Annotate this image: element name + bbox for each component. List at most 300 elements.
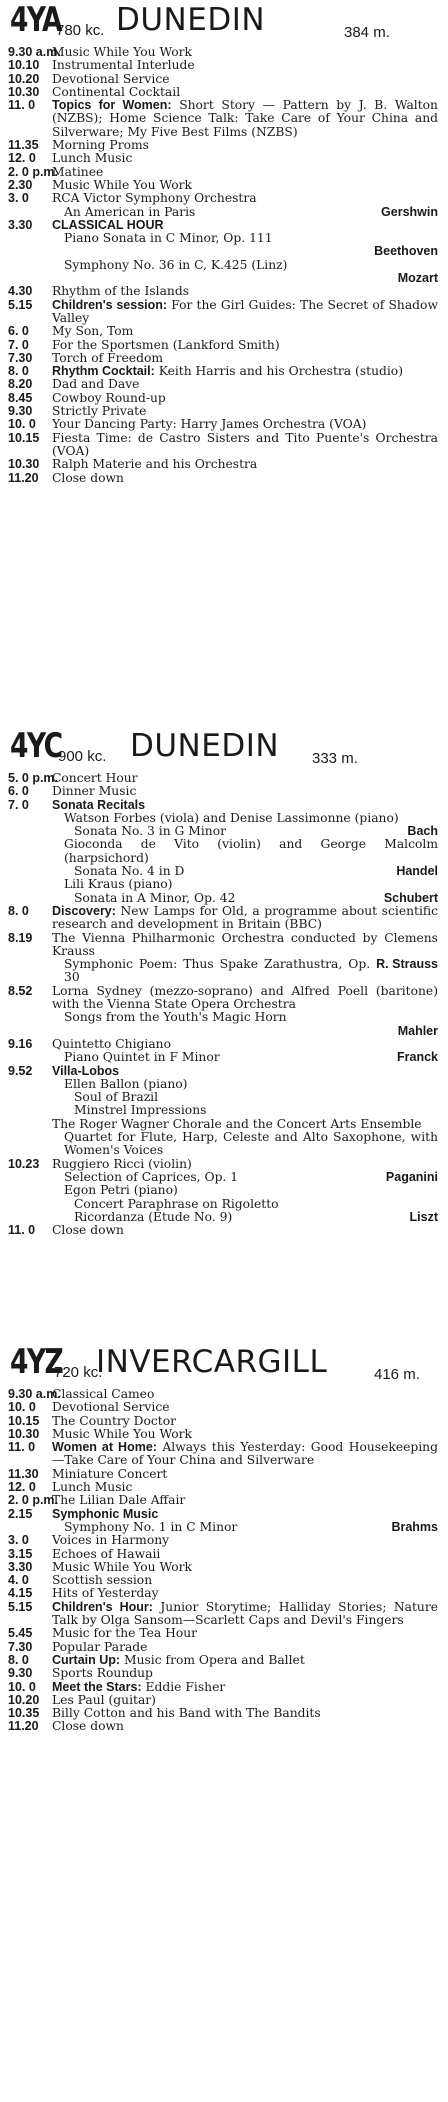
programme-time: 3. 0 [8, 191, 29, 206]
programme-time: 7. 0 [8, 797, 29, 812]
station-frequency: 900 kc. [58, 748, 107, 765]
station-city: INVERCARGILL [96, 1344, 328, 1380]
programme-entry [0, 1468, 448, 1481]
programme-text [52, 1065, 438, 1078]
programme-entry [0, 1561, 448, 1574]
station-city: DUNEDIN [130, 728, 280, 764]
programme-time: 9.30 [8, 1666, 33, 1681]
programme-entry [0, 1065, 448, 1158]
item-title: Watson Forbes (viola) and Denise Lassimonne (piano) [64, 810, 399, 825]
programme-description: Strictly Private [52, 404, 147, 419]
programme-entry [0, 285, 448, 298]
programme-time: 8. 0 [8, 1652, 29, 1667]
programme-text [52, 1224, 438, 1237]
item-title: Lili Kraus (piano) [64, 877, 173, 892]
programme-time: 10.30 [8, 1426, 40, 1441]
programme-text [52, 86, 438, 99]
item-title: Ellen Ballon (piano) [64, 1076, 188, 1091]
programme-text [52, 985, 438, 1012]
programme-item [52, 878, 438, 891]
programme-description: For the Girl Guides: The Secret of Shadow Valley [52, 297, 438, 325]
programme-title: CLASSICAL HOUR [52, 217, 164, 232]
programme-time: 10.15 [8, 1413, 40, 1428]
programme-time: 8.20 [8, 377, 33, 392]
programme-item [52, 892, 438, 905]
programme-text [52, 1428, 438, 1441]
programme-entry [0, 1415, 448, 1428]
programme-entry [0, 785, 448, 798]
programme-entry [0, 299, 448, 326]
programme-entry [0, 1654, 448, 1667]
programme-time: 10. 0 [8, 1400, 36, 1415]
programme-description: Devotional Service [52, 1400, 170, 1415]
programme-time: 9.30 [8, 404, 33, 419]
programme-entry [0, 799, 448, 905]
programme-title: Curtain Up: [52, 1652, 121, 1667]
programme-text [52, 772, 438, 785]
programme-entry [0, 458, 448, 471]
programme-time: 4. 0 [8, 1573, 29, 1588]
programme-time: 3.30 [8, 1559, 33, 1574]
programme-item [52, 1171, 438, 1184]
programme-text [52, 1587, 438, 1600]
item-title: Soul of Brazil [74, 1090, 159, 1105]
programme-description: Your Dancing Party: Harry James Orchestra (VOA) [52, 417, 367, 432]
programme-description: Lunch Music [52, 1480, 133, 1495]
programme-item [52, 1051, 438, 1064]
programme-time: 11.35 [8, 138, 39, 153]
programme-entry [0, 932, 448, 985]
programme-description: Instrumental Interlude [52, 58, 195, 73]
programme-time: 11.20 [8, 1719, 39, 1734]
programme-description: The Vienna Philharmonic Orchestra conducted by Clemens Krauss [52, 930, 438, 958]
programme-entry [0, 432, 448, 459]
programme-description: For the Sportsmen (Lankford Smith) [52, 337, 280, 352]
programme-time: 10.10 [8, 58, 40, 73]
programme-description: Classical Cameo [52, 1387, 155, 1401]
programme-text [52, 166, 438, 179]
programme-entry [0, 1587, 448, 1600]
programme-text [52, 1694, 438, 1707]
item-title: An American in Paris [64, 204, 196, 219]
programme-text [52, 392, 438, 405]
programme-entry [0, 1224, 448, 1237]
programme-entry [0, 1681, 448, 1694]
programme-entry [0, 339, 448, 352]
station-callsign: 4YC [10, 726, 62, 766]
programme-time: 10.23 [8, 1156, 40, 1171]
programme-time: 8.19 [8, 930, 33, 945]
programme-description: Hits of Yesterday [52, 1586, 159, 1601]
programme-description: Close down [52, 470, 124, 485]
programme-entry [0, 99, 448, 139]
composer: Franck [397, 1050, 438, 1065]
programme-entry [0, 1481, 448, 1494]
programme-text [52, 1720, 438, 1733]
item-title: Concert Paraphrase on Rigoletto [74, 1196, 279, 1211]
programme-description: Music from Opera and Ballet [123, 1652, 305, 1667]
programme-time: 6. 0 [8, 324, 29, 339]
programme-entry [0, 365, 448, 378]
programme-title: Sonata Recitals [52, 797, 146, 812]
programme-description: Les Paul (guitar) [52, 1692, 156, 1707]
programme-item [52, 812, 438, 825]
programme-entry [0, 392, 448, 405]
programme-title: Meet the Stars: [52, 1679, 142, 1694]
programme-time: 2.15 [8, 1506, 33, 1521]
programme-description: Popular Parade [52, 1639, 148, 1654]
programme-item [52, 206, 438, 219]
programme-time: 8.52 [8, 983, 33, 998]
item-title: Songs from the Youth's Magic Horn [64, 1010, 287, 1025]
item-title: Sonata in A Minor, Op. 42 [74, 890, 236, 905]
programme-time: 5. 0 p.m. [8, 771, 59, 785]
item-title: Quartet for Flute, Harp, Celeste and Alto Saxophone, with Women's Voices [64, 1130, 438, 1158]
programme-description: Ralph Materie and his Orchestra [52, 457, 258, 472]
programme-description: New Lamps for Old, a programme about scientific research and development in Britain (BBC) [52, 903, 438, 932]
composer: R. Strauss [376, 957, 438, 972]
programme-description: Music While You Work [52, 1559, 192, 1574]
programme-text [52, 46, 438, 59]
programme-text [52, 285, 438, 298]
item-title: Egon Petri (piano) [64, 1183, 178, 1198]
programme-title: Children's session: [52, 297, 168, 312]
programme-time: 5.45 [8, 1626, 33, 1641]
programme-time: 3.30 [8, 217, 33, 232]
programme-text [52, 325, 438, 338]
composer: Brahms [391, 1519, 438, 1534]
programme-entry [0, 139, 448, 152]
programme-text [52, 99, 438, 139]
programme-text [52, 365, 438, 378]
programme-title: Villa-Lobos [52, 1063, 120, 1078]
programme-description: Music for the Tea Hour [52, 1626, 198, 1641]
station-frequency: 720 kc. [54, 1364, 103, 1381]
station-section [0, 0, 448, 485]
programme-text [52, 1494, 438, 1507]
programme-entry [0, 179, 448, 192]
programme-description: Lunch Music [52, 151, 133, 166]
programme-entry [0, 73, 448, 86]
programme-entry [0, 1548, 448, 1561]
programme-title: Discovery: [52, 903, 116, 918]
programme-text [52, 139, 438, 152]
composer: Schubert [383, 890, 438, 905]
programme-description: Junior Storytime; Halliday Stories; Nature Talk by Olga Sansom—Scarlett Caps and Devil's Fingers [52, 1599, 438, 1628]
programme-time: 8. 0 [8, 903, 29, 918]
programme-description: Always this Yesterday: Good Housekeeping—Take Care of Your China and Silverware [52, 1440, 438, 1468]
programme-text [52, 932, 438, 959]
programme-entry [0, 1694, 448, 1707]
programme-description: Echoes of Hawaii [52, 1546, 161, 1561]
programme-time: 2.30 [8, 177, 33, 192]
item-title: Symphony No. 1 in C Minor [64, 1519, 238, 1534]
programme-description: Cowboy Round-up [52, 390, 166, 405]
programme-description: Concert Hour [52, 771, 138, 785]
programme-text [52, 59, 438, 72]
programme-entry [0, 1574, 448, 1587]
programme-item [52, 1104, 438, 1117]
programme-time: 11. 0 [8, 98, 36, 113]
programme-entry [0, 1428, 448, 1441]
programme-time: 10.20 [8, 1692, 40, 1707]
programme-time: 6. 0 [8, 784, 29, 799]
programme-time: 11.20 [8, 470, 39, 485]
programme-time: 8. 0 [8, 364, 29, 379]
programme-text [52, 905, 438, 932]
programme-entry [0, 219, 448, 285]
programme-time: 10.15 [8, 430, 40, 445]
station-callsign: 4YA [10, 0, 61, 40]
programme-text [52, 472, 438, 485]
programme-entry [0, 192, 448, 219]
programme-entry [0, 352, 448, 365]
programme-text [52, 785, 438, 798]
programme-time: 12. 0 [8, 151, 36, 166]
item-title: Piano Quintet in F Minor [64, 1050, 220, 1065]
programme-item [52, 1078, 438, 1091]
programme-time: 10. 0 [8, 1679, 36, 1694]
programme-time: 4.30 [8, 284, 33, 299]
programme-time: 7.30 [8, 1639, 33, 1654]
programme-description: Billy Cotton and his Band with The Bandits [52, 1706, 321, 1721]
station-wavelength: 416 m. [374, 1366, 420, 1383]
programme-text [52, 339, 438, 352]
programme-description: My Son, Tom [52, 324, 134, 339]
programme-description: Music While You Work [52, 45, 192, 59]
programme-entry [0, 86, 448, 99]
station-callsign: 4YZ [10, 1342, 63, 1382]
programme-description: Matinee [52, 164, 104, 179]
programme-entry [0, 405, 448, 418]
programme-time: 7.30 [8, 350, 33, 365]
programme-time: 7. 0 [8, 337, 29, 352]
programme-title: Women at Home: [52, 1440, 157, 1455]
programme-entry [0, 1038, 448, 1065]
programme-title: Children's Hour: [52, 1599, 153, 1614]
programme-time: 3.15 [8, 1546, 33, 1561]
programme-time: 2. 0 p.m. [8, 1493, 59, 1508]
programme-entry [0, 1641, 448, 1654]
programme-entry [0, 152, 448, 165]
composer: Mahler [397, 1023, 438, 1038]
programme-item [52, 958, 438, 985]
programme-text [52, 1681, 438, 1694]
programme-description: Sports Roundup [52, 1666, 153, 1681]
programme-text [52, 192, 438, 205]
programme-entry [0, 772, 448, 785]
programme-text [52, 378, 438, 391]
programme-entry [0, 1508, 448, 1535]
programme-text [52, 352, 438, 365]
programme-entry [0, 1401, 448, 1414]
programme-description: Lorna Sydney (mezzo-soprano) and Alfred Poell (baritone) with the Vienna State Opera Orchestra [52, 983, 438, 1012]
composer: Liszt [409, 1209, 438, 1224]
station-section [0, 1342, 448, 1734]
programme-title: Rhythm Cocktail: [52, 364, 155, 379]
programme-item [52, 1131, 438, 1158]
programme-description: The Lilian Dale Affair [52, 1493, 186, 1508]
programme-description: Dad and Dave [52, 377, 140, 392]
programme-description: The Roger Wagner Chorale and the Concert Arts Ensemble [52, 1116, 422, 1131]
programme-text [52, 1401, 438, 1414]
programme-description: Morning Proms [52, 138, 149, 153]
programme-entry [0, 418, 448, 431]
programme-entry [0, 59, 448, 72]
programme-time: 2. 0 p.m. [8, 164, 59, 179]
programme-text [52, 1667, 438, 1680]
item-title: Ricordanza (Etude No. 9) [74, 1209, 233, 1224]
programme-entry [0, 1667, 448, 1680]
programme-time: 11. 0 [8, 1223, 36, 1238]
station-header [0, 1342, 448, 1388]
programme-item [52, 865, 438, 878]
composer: Mozart [397, 271, 438, 286]
programme-text [52, 458, 438, 471]
programme-entry [0, 1494, 448, 1507]
programme-description: The Country Doctor [52, 1413, 177, 1428]
composer: Bach [407, 824, 438, 839]
programme-time: 3. 0 [8, 1533, 29, 1548]
programme-description: Eddie Fisher [145, 1679, 226, 1694]
programme-item [52, 1011, 438, 1024]
station-wavelength: 333 m. [312, 750, 358, 767]
programme-text [52, 1561, 438, 1574]
programme-time: 9.30 a.m. [8, 45, 61, 59]
programme-entry [0, 985, 448, 1038]
programme-text [52, 1468, 438, 1481]
programme-entry [0, 46, 448, 59]
composer: Beethoven [374, 244, 438, 259]
item-title: Symphony No. 36 in C, K.425 (Linz) [64, 257, 288, 272]
programme-text [52, 405, 438, 418]
programme-text [52, 1548, 438, 1561]
programme-time: 8.45 [8, 390, 33, 405]
programme-description: Music While You Work [52, 177, 192, 192]
programme-time: 10.20 [8, 71, 40, 86]
programme-text [52, 1038, 438, 1051]
programme-entry [0, 1534, 448, 1547]
programme-entry [0, 378, 448, 391]
programme-item [52, 825, 438, 838]
programme-text [52, 1627, 438, 1640]
programme-text [52, 1508, 438, 1521]
programme-entry [0, 905, 448, 932]
programme-text [52, 219, 438, 232]
programme-time: 5.15 [8, 297, 33, 312]
programme-text [52, 1158, 438, 1171]
programme-entry [0, 1388, 448, 1401]
programme-time: 9.52 [8, 1063, 33, 1078]
programme-time: 5.15 [8, 1599, 33, 1614]
programme-text [52, 1707, 438, 1720]
programme-text [52, 1641, 438, 1654]
item-title: Symphonic Poem: Thus Spake Zarathustra, Op. 30 [64, 957, 371, 985]
station-header [0, 726, 448, 772]
programme-entry [0, 1720, 448, 1733]
programme-item [52, 1198, 438, 1211]
station-frequency: 780 kc. [56, 22, 105, 39]
programme-time: 10.35 [8, 1706, 40, 1721]
item-title: Gioconda de Vito (violin) and George Malcolm (harpsichord) [64, 837, 438, 865]
programme-entry [0, 1707, 448, 1720]
programme-text [52, 1574, 438, 1587]
programme-description: Short Story — Pattern by J. B. Walton (NZBS); Home Science Talk: Take Care of Your China and Silverware; My Five Best Films (NZBS) [52, 98, 438, 139]
programme-text [52, 1534, 438, 1547]
programme-text [52, 1601, 438, 1628]
programme-text [52, 1481, 438, 1494]
programme-description: Keith Harris and his Orchestra (studio) [158, 364, 404, 379]
programme-description: Close down [52, 1719, 124, 1734]
programme-text [52, 299, 438, 326]
programme-description: Music While You Work [52, 1426, 192, 1441]
programme-entry [0, 1441, 448, 1468]
programme-title: Topics for Women: [52, 98, 172, 113]
programme-item [52, 259, 438, 272]
programme-description: Torch of Freedom [52, 350, 164, 365]
composer: Gershwin [381, 204, 438, 219]
programme-time: 11. 0 [8, 1440, 36, 1455]
item-title: Piano Sonata in C Minor, Op. 111 [64, 231, 273, 246]
programme-title: Symphonic Music [52, 1506, 159, 1521]
programme-entry [0, 1158, 448, 1224]
programme-text [52, 152, 438, 165]
item-title: Minstrel Impressions [74, 1103, 207, 1118]
programme-item [52, 838, 438, 865]
station-header [0, 0, 448, 46]
programme-time: 9.16 [8, 1036, 33, 1051]
programme-time: 12. 0 [8, 1480, 36, 1495]
programme-time: 10. 0 [8, 417, 36, 432]
programme-item [52, 1521, 438, 1534]
programme-item [52, 1211, 438, 1224]
programme-item [52, 232, 438, 245]
programme-time: 4.15 [8, 1586, 33, 1601]
programme-description: Devotional Service [52, 71, 170, 86]
programme-time: 10.30 [8, 84, 40, 99]
programme-entry [0, 1601, 448, 1628]
programme-time: 10.30 [8, 457, 40, 472]
composer: Paganini [385, 1169, 438, 1184]
programme-description: Fiesta Time: de Castro Sisters and Tito Puente's Orchestra (VOA) [52, 430, 438, 458]
programme-description: Miniature Concert [52, 1466, 168, 1481]
station-city: DUNEDIN [116, 2, 266, 38]
programme-text [52, 73, 438, 86]
programme-entry [0, 472, 448, 485]
programme-description: RCA Victor Symphony Orchestra [52, 191, 257, 206]
programme-time: 11.30 [8, 1466, 39, 1481]
programme-entry [0, 1627, 448, 1640]
programme-description: Ruggiero Ricci (violin) [52, 1156, 192, 1171]
programme-text [52, 418, 438, 431]
item-title: Sonata No. 3 in G Minor [74, 824, 226, 839]
programme-text [52, 1441, 438, 1468]
programme-entry [0, 166, 448, 179]
programme-description: Continental Cocktail [52, 84, 181, 99]
composer: Handel [396, 864, 438, 879]
station-wavelength: 384 m. [344, 24, 390, 41]
programme-description: Voices in Harmony [52, 1533, 170, 1548]
programme-time: 9.30 a.m. [8, 1387, 61, 1401]
programme-text [52, 1415, 438, 1428]
programme-text [52, 1654, 438, 1667]
programme-item [52, 1184, 438, 1197]
programme-description: Close down [52, 1223, 124, 1238]
station-section [0, 726, 448, 1237]
item-title: Selection of Caprices, Op. 1 [64, 1169, 239, 1184]
programme-description: Scottish session [52, 1573, 153, 1588]
item-title: Sonata No. 4 in D [74, 864, 185, 879]
